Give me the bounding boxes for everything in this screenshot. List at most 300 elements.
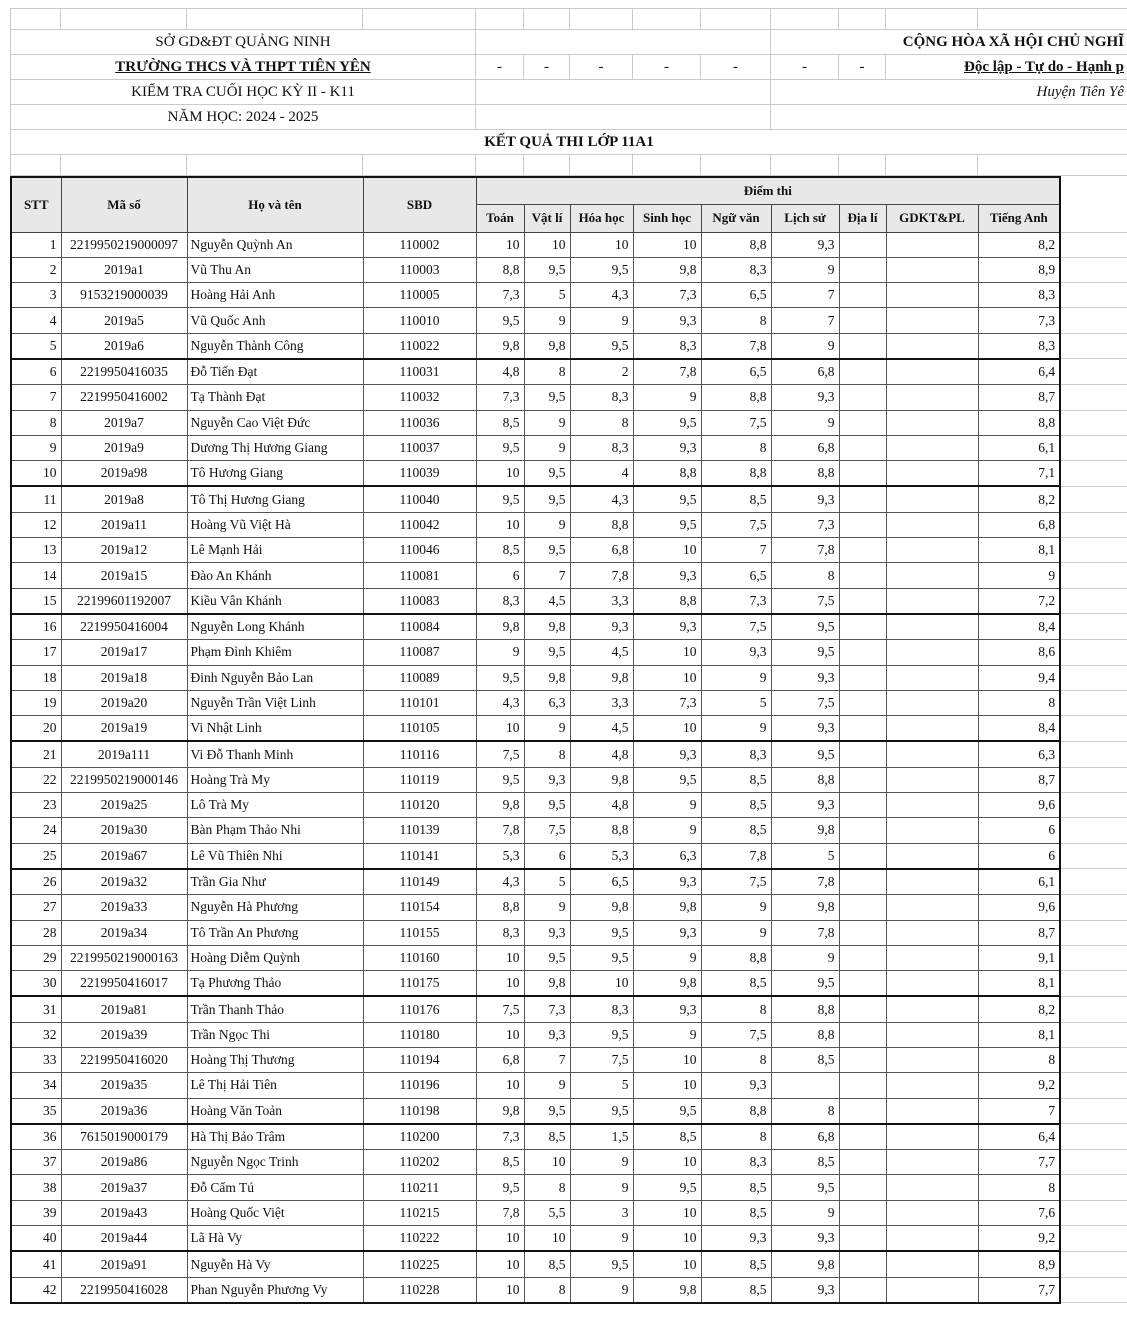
cell-ma-so[interactable]: 2019a15	[61, 563, 187, 588]
cell-score[interactable]: 8,8	[978, 410, 1060, 435]
cell-score[interactable]	[839, 385, 886, 410]
cell-score[interactable]: 4,3	[476, 869, 524, 895]
cell-score[interactable]: 8	[978, 690, 1060, 715]
cell-score[interactable]	[886, 614, 978, 640]
cell-score[interactable]: 9	[771, 410, 839, 435]
cell-score[interactable]: 8,3	[570, 996, 633, 1022]
cell-score[interactable]: 4,8	[476, 359, 524, 385]
cell-ho-ten[interactable]: Đào An Khánh	[187, 563, 363, 588]
cell-score[interactable]: 8,8	[701, 1098, 771, 1124]
cell-score[interactable]: 9,8	[633, 895, 701, 920]
cell-score[interactable]: 6,1	[978, 869, 1060, 895]
cell-score[interactable]	[839, 257, 886, 282]
cell-ho-ten[interactable]: Hoàng Diễm Quỳnh	[187, 945, 363, 970]
cell-ho-ten[interactable]: Bàn Phạm Thảo Nhi	[187, 818, 363, 843]
cell-empty[interactable]	[1060, 1200, 1127, 1225]
col-header-sbd[interactable]: SBD	[363, 177, 476, 232]
cell-empty[interactable]	[1060, 818, 1127, 843]
cell-score[interactable]	[886, 232, 978, 257]
col-header-subject[interactable]: Sinh học	[633, 204, 701, 232]
cell-score[interactable]: 9	[570, 1277, 633, 1303]
cell-score[interactable]: 10	[570, 971, 633, 997]
cell-score[interactable]	[839, 640, 886, 665]
cell-score[interactable]: 10	[633, 1073, 701, 1098]
cell-stt[interactable]: 28	[11, 920, 61, 945]
cell-score[interactable]: 9,8	[771, 895, 839, 920]
cell-score[interactable]: 7,5	[701, 1022, 771, 1047]
cell-stt[interactable]: 4	[11, 308, 61, 333]
cell-score[interactable]: 9	[633, 793, 701, 818]
cell-score[interactable]: 9,3	[771, 385, 839, 410]
cell-sbd[interactable]: 110039	[363, 461, 476, 487]
cell-score[interactable]: 9,5	[771, 971, 839, 997]
cell-score[interactable]	[886, 665, 978, 690]
cell-empty[interactable]	[1060, 1073, 1127, 1098]
cell-score[interactable]: 8,8	[570, 512, 633, 537]
dash-cell[interactable]: -	[476, 55, 524, 80]
cell-score[interactable]: 8,3	[476, 920, 524, 945]
cell-score[interactable]	[839, 1277, 886, 1303]
cell-ma-so[interactable]: 2019a32	[61, 869, 187, 895]
cell-score[interactable]: 7,5	[771, 588, 839, 614]
cell-ma-so[interactable]: 2019a11	[61, 512, 187, 537]
cell-score[interactable]	[886, 538, 978, 563]
cell-score[interactable]: 9,5	[476, 665, 524, 690]
location-line[interactable]: Huyện Tiên Yê	[771, 80, 1127, 105]
cell-score[interactable]: 10	[633, 232, 701, 257]
cell-score[interactable]: 7,8	[476, 818, 524, 843]
cell-stt[interactable]: 30	[11, 971, 61, 997]
cell-score[interactable]	[839, 843, 886, 869]
cell-score[interactable]: 7,5	[701, 512, 771, 537]
cell-score[interactable]: 10	[476, 971, 524, 997]
cell-score[interactable]: 8,5	[524, 1124, 570, 1150]
cell-sbd[interactable]: 110116	[363, 741, 476, 767]
cell-empty[interactable]	[1060, 690, 1127, 715]
cell-score[interactable]: 7,1	[978, 461, 1060, 487]
cell-score[interactable]: 6,4	[978, 359, 1060, 385]
cell-score[interactable]: 9	[570, 308, 633, 333]
cell-score[interactable]	[839, 588, 886, 614]
cell-score[interactable]	[886, 741, 978, 767]
cell-score[interactable]	[886, 843, 978, 869]
cell-stt[interactable]: 38	[11, 1175, 61, 1200]
cell-score[interactable]: 9,5	[524, 945, 570, 970]
cell-empty[interactable]	[1060, 1124, 1127, 1150]
cell-score[interactable]	[771, 1073, 839, 1098]
cell-score[interactable]: 8,3	[476, 588, 524, 614]
cell-score[interactable]	[839, 1073, 886, 1098]
cell-score[interactable]: 10	[476, 1277, 524, 1303]
cell-score[interactable]	[886, 945, 978, 970]
cell-score[interactable]: 8,5	[701, 818, 771, 843]
cell-score[interactable]: 6	[476, 563, 524, 588]
cell-empty[interactable]	[1060, 1226, 1127, 1252]
cell-score[interactable]: 9,3	[633, 920, 701, 945]
cell-score[interactable]	[839, 486, 886, 512]
cell-score[interactable]	[839, 665, 886, 690]
cell-score[interactable]: 9,5	[524, 640, 570, 665]
cell-score[interactable]: 4,5	[524, 588, 570, 614]
cell-ma-so[interactable]: 2019a30	[61, 818, 187, 843]
cell-sbd[interactable]: 110032	[363, 385, 476, 410]
cell-ho-ten[interactable]: Phan Nguyễn Phương Vy	[187, 1277, 363, 1303]
cell-empty[interactable]	[1060, 512, 1127, 537]
cell-sbd[interactable]: 110180	[363, 1022, 476, 1047]
cell-ho-ten[interactable]: Vũ Thu An	[187, 257, 363, 282]
cell-empty[interactable]	[1060, 895, 1127, 920]
cell-ho-ten[interactable]: Tạ Phương Thảo	[187, 971, 363, 997]
cell-score[interactable]: 6	[978, 843, 1060, 869]
cell-score[interactable]: 8	[771, 1098, 839, 1124]
cell-score[interactable]: 7,5	[476, 741, 524, 767]
cell-stt[interactable]: 35	[11, 1098, 61, 1124]
cell-score[interactable]: 8,8	[633, 461, 701, 487]
cell-score[interactable]	[886, 818, 978, 843]
cell-ho-ten[interactable]: Trần Gia Như	[187, 869, 363, 895]
cell-stt[interactable]: 17	[11, 640, 61, 665]
cell-score[interactable]: 8,1	[978, 1022, 1060, 1047]
cell-score[interactable]: 8,3	[978, 333, 1060, 359]
report-title[interactable]: KẾT QUẢ THI LỚP 11A1	[11, 130, 1127, 155]
cell-sbd[interactable]: 110198	[363, 1098, 476, 1124]
cell-score[interactable]: 7,8	[701, 333, 771, 359]
cell-score[interactable]: 9,5	[570, 945, 633, 970]
dash-cell[interactable]: -	[570, 55, 633, 80]
cell-ho-ten[interactable]: Nguyễn Trần Việt Linh	[187, 690, 363, 715]
cell-ho-ten[interactable]: Dương Thị Hương Giang	[187, 435, 363, 460]
cell-sbd[interactable]: 110081	[363, 563, 476, 588]
cell-score[interactable]	[839, 818, 886, 843]
cell-score[interactable]: 9,5	[570, 1098, 633, 1124]
cell-score[interactable]: 8,8	[701, 461, 771, 487]
cell-score[interactable]: 10	[476, 461, 524, 487]
cell-empty[interactable]	[1060, 435, 1127, 460]
cell-ma-so[interactable]: 2219950219000163	[61, 945, 187, 970]
cell-score[interactable]: 9,8	[570, 767, 633, 792]
cell-ho-ten[interactable]: Nguyễn Ngọc Trinh	[187, 1150, 363, 1175]
cell-score[interactable]: 9	[771, 1200, 839, 1225]
cell-score[interactable]	[839, 690, 886, 715]
cell-score[interactable]	[839, 283, 886, 308]
cell-score[interactable]: 8	[701, 308, 771, 333]
cell-score[interactable]	[839, 1150, 886, 1175]
cell-score[interactable]: 8	[524, 741, 570, 767]
cell-score[interactable]: 9,3	[771, 793, 839, 818]
cell-score[interactable]	[839, 1048, 886, 1073]
cell-score[interactable]: 7,7	[978, 1277, 1060, 1303]
cell-score[interactable]: 9,5	[570, 333, 633, 359]
cell-score[interactable]: 7,6	[978, 1200, 1060, 1225]
cell-score[interactable]	[886, 588, 978, 614]
cell-sbd[interactable]: 110154	[363, 895, 476, 920]
cell-sbd[interactable]: 110211	[363, 1175, 476, 1200]
cell-score[interactable]: 5	[570, 1073, 633, 1098]
cell-score[interactable]: 8	[978, 1175, 1060, 1200]
cell-score[interactable]: 7,5	[701, 614, 771, 640]
cell-stt[interactable]: 21	[11, 741, 61, 767]
cell-score[interactable]: 7,3	[524, 996, 570, 1022]
cell-stt[interactable]: 27	[11, 895, 61, 920]
cell-score[interactable]: 8,8	[633, 588, 701, 614]
cell-score[interactable]: 9,3	[633, 996, 701, 1022]
col-header-diem-thi[interactable]: Điểm thi	[476, 177, 1060, 204]
cell-score[interactable]	[886, 971, 978, 997]
cell-sbd[interactable]: 110101	[363, 690, 476, 715]
cell-score[interactable]: 5	[524, 869, 570, 895]
cell-score[interactable]: 9,8	[476, 793, 524, 818]
cell-sbd[interactable]: 110141	[363, 843, 476, 869]
cell-sbd[interactable]: 110155	[363, 920, 476, 945]
cell-score[interactable]: 9,3	[701, 1073, 771, 1098]
cell-sbd[interactable]: 110202	[363, 1150, 476, 1175]
cell-sbd[interactable]: 110002	[363, 232, 476, 257]
cell-score[interactable]: 6,3	[978, 741, 1060, 767]
cell-score[interactable]: 8	[771, 563, 839, 588]
cell-score[interactable]	[839, 971, 886, 997]
cell-score[interactable]: 7,5	[771, 690, 839, 715]
cell-score[interactable]	[886, 1150, 978, 1175]
cell-ma-so[interactable]: 2219950219000097	[61, 232, 187, 257]
cell-score[interactable]	[839, 1226, 886, 1252]
cell-stt[interactable]: 24	[11, 818, 61, 843]
cell-score[interactable]: 7,8	[771, 869, 839, 895]
cell-score[interactable]: 9,5	[476, 486, 524, 512]
cell-score[interactable]: 7,3	[633, 283, 701, 308]
cell-score[interactable]	[839, 461, 886, 487]
cell-score[interactable]: 10	[476, 1073, 524, 1098]
cell-stt[interactable]: 1	[11, 232, 61, 257]
cell-empty[interactable]	[1060, 920, 1127, 945]
cell-score[interactable]: 10	[524, 1150, 570, 1175]
cell-score[interactable]: 9,6	[978, 895, 1060, 920]
cell-score[interactable]	[886, 895, 978, 920]
cell-stt[interactable]: 16	[11, 614, 61, 640]
cell-score[interactable]: 9,8	[771, 1251, 839, 1277]
cell-ho-ten[interactable]: Hoàng Quốc Việt	[187, 1200, 363, 1225]
cell-empty[interactable]	[1060, 385, 1127, 410]
cell-score[interactable]: 8,8	[570, 818, 633, 843]
cell-score[interactable]: 9,3	[701, 1226, 771, 1252]
cell-score[interactable]: 7	[771, 308, 839, 333]
cell-score[interactable]: 9,3	[633, 435, 701, 460]
cell-score[interactable]: 9,3	[524, 920, 570, 945]
cell-ma-so[interactable]: 2019a81	[61, 996, 187, 1022]
cell-score[interactable]: 8	[701, 996, 771, 1022]
cell-score[interactable]: 9	[978, 563, 1060, 588]
col-header-ma-so[interactable]: Mã số	[61, 177, 187, 232]
cell-ho-ten[interactable]: Tạ Thành Đạt	[187, 385, 363, 410]
cell-score[interactable]	[886, 563, 978, 588]
cell-score[interactable]: 8	[524, 359, 570, 385]
cell-score[interactable]: 10	[633, 1048, 701, 1073]
cell-stt[interactable]: 3	[11, 283, 61, 308]
cell-empty[interactable]	[1060, 563, 1127, 588]
cell-score[interactable]: 10	[476, 716, 524, 742]
cell-ma-so[interactable]: 22199601192007	[61, 588, 187, 614]
cell-stt[interactable]: 20	[11, 716, 61, 742]
cell-empty[interactable]	[1060, 1022, 1127, 1047]
cell-score[interactable]: 9	[570, 1226, 633, 1252]
cell-ma-so[interactable]: 2019a25	[61, 793, 187, 818]
cell-score[interactable]: 8,1	[978, 538, 1060, 563]
cell-score[interactable]	[886, 1200, 978, 1225]
cell-score[interactable]: 8,5	[701, 1251, 771, 1277]
dash-cell[interactable]: -	[701, 55, 771, 80]
cell-stt[interactable]: 40	[11, 1226, 61, 1252]
cell-stt[interactable]: 39	[11, 1200, 61, 1225]
col-header-subject[interactable]: Ngữ văn	[701, 204, 771, 232]
cell-score[interactable]: 9,5	[570, 1022, 633, 1047]
cell-score[interactable]	[886, 461, 978, 487]
cell-ma-so[interactable]: 2019a18	[61, 665, 187, 690]
cell-score[interactable]	[839, 308, 886, 333]
cell-score[interactable]: 4,5	[570, 640, 633, 665]
cell-score[interactable]	[839, 767, 886, 792]
cell-ho-ten[interactable]: Nguyễn Cao Việt Đức	[187, 410, 363, 435]
cell-sbd[interactable]: 110120	[363, 793, 476, 818]
cell-score[interactable]: 8,5	[701, 767, 771, 792]
cell-score[interactable]: 9,5	[771, 741, 839, 767]
cell-stt[interactable]: 9	[11, 435, 61, 460]
cell-stt[interactable]: 15	[11, 588, 61, 614]
cell-score[interactable]	[886, 359, 978, 385]
cell-score[interactable]: 8,5	[476, 410, 524, 435]
cell-score[interactable]: 7	[771, 283, 839, 308]
cell-score[interactable]: 6,5	[701, 563, 771, 588]
cell-stt[interactable]: 2	[11, 257, 61, 282]
cell-score[interactable]	[839, 435, 886, 460]
cell-score[interactable]	[886, 1048, 978, 1073]
cell-score[interactable]: 6	[978, 818, 1060, 843]
cell-score[interactable]: 8,3	[701, 741, 771, 767]
cell-stt[interactable]: 12	[11, 512, 61, 537]
cell-score[interactable]: 9,5	[633, 1098, 701, 1124]
cell-score[interactable]: 9,8	[570, 895, 633, 920]
cell-sbd[interactable]: 110160	[363, 945, 476, 970]
cell-sbd[interactable]: 110225	[363, 1251, 476, 1277]
cell-empty[interactable]	[1060, 1048, 1127, 1073]
cell-score[interactable]	[886, 410, 978, 435]
cell-score[interactable]: 9	[524, 716, 570, 742]
cell-score[interactable]: 10	[524, 232, 570, 257]
cell-sbd[interactable]: 110175	[363, 971, 476, 997]
cell-score[interactable]: 8,5	[476, 538, 524, 563]
cell-score[interactable]: 10	[633, 1226, 701, 1252]
cell-ho-ten[interactable]: Lê Vũ Thiên Nhi	[187, 843, 363, 869]
cell-score[interactable]: 8,2	[978, 232, 1060, 257]
cell-ma-so[interactable]: 9153219000039	[61, 283, 187, 308]
cell-score[interactable]: 8,7	[978, 920, 1060, 945]
cell-score[interactable]: 9,8	[524, 333, 570, 359]
cell-score[interactable]: 9,3	[524, 767, 570, 792]
cell-score[interactable]: 7,8	[570, 563, 633, 588]
cell-empty[interactable]	[1060, 333, 1127, 359]
cell-ma-so[interactable]: 2019a5	[61, 308, 187, 333]
cell-score[interactable]: 9,5	[524, 538, 570, 563]
cell-score[interactable]: 8,3	[701, 257, 771, 282]
cell-score[interactable]: 9	[633, 818, 701, 843]
cell-score[interactable]: 9	[633, 945, 701, 970]
cell-stt[interactable]: 7	[11, 385, 61, 410]
cell-sbd[interactable]: 110022	[363, 333, 476, 359]
cell-score[interactable]	[839, 996, 886, 1022]
cell-stt[interactable]: 14	[11, 563, 61, 588]
cell-score[interactable]: 8,5	[701, 793, 771, 818]
cell-score[interactable]: 7,8	[771, 920, 839, 945]
cell-ho-ten[interactable]: Hoàng Hải Anh	[187, 283, 363, 308]
cell-ho-ten[interactable]: Lã Hà Vy	[187, 1226, 363, 1252]
cell-score[interactable]: 8,8	[701, 385, 771, 410]
cell-ho-ten[interactable]: Vũ Quốc Anh	[187, 308, 363, 333]
cell-empty[interactable]	[1060, 945, 1127, 970]
cell-score[interactable]: 9,8	[476, 333, 524, 359]
cell-empty[interactable]	[1060, 767, 1127, 792]
cell-score[interactable]: 9	[701, 920, 771, 945]
cell-empty[interactable]	[1060, 1150, 1127, 1175]
school-year[interactable]: NĂM HỌC: 2024 - 2025	[11, 105, 476, 130]
cell-empty[interactable]	[1060, 1277, 1127, 1303]
cell-score[interactable]	[886, 1098, 978, 1124]
cell-empty[interactable]	[1060, 741, 1127, 767]
cell-score[interactable]	[886, 716, 978, 742]
cell-ho-ten[interactable]: Nguyễn Long Khánh	[187, 614, 363, 640]
cell-stt[interactable]: 19	[11, 690, 61, 715]
cell-score[interactable]: 8,3	[633, 333, 701, 359]
cell-score[interactable]: 1,5	[570, 1124, 633, 1150]
cell-score[interactable]: 7,8	[633, 359, 701, 385]
cell-score[interactable]: 8,5	[771, 1150, 839, 1175]
cell-score[interactable]	[886, 869, 978, 895]
cell-score[interactable]	[839, 1251, 886, 1277]
cell-stt[interactable]: 37	[11, 1150, 61, 1175]
cell-score[interactable]	[839, 1022, 886, 1047]
cell-score[interactable]	[886, 308, 978, 333]
cell-score[interactable]: 7,3	[476, 1124, 524, 1150]
cell-score[interactable]: 4	[570, 461, 633, 487]
cell-score[interactable]: 6,5	[570, 869, 633, 895]
cell-ma-so[interactable]: 7615019000179	[61, 1124, 187, 1150]
cell-ho-ten[interactable]: Hoàng Thị Thương	[187, 1048, 363, 1073]
cell-score[interactable]: 9,3	[633, 741, 701, 767]
cell-stt[interactable]: 29	[11, 945, 61, 970]
cell-score[interactable]: 9	[771, 333, 839, 359]
cell-score[interactable]: 7,2	[978, 588, 1060, 614]
cell-score[interactable]	[886, 512, 978, 537]
cell-ho-ten[interactable]: Tô Trần An Phương	[187, 920, 363, 945]
cell-score[interactable]: 8,3	[701, 1150, 771, 1175]
cell-empty[interactable]	[1060, 996, 1127, 1022]
cell-ma-so[interactable]: 2019a36	[61, 1098, 187, 1124]
cell-score[interactable]	[886, 767, 978, 792]
cell-score[interactable]: 9,5	[524, 257, 570, 282]
cell-score[interactable]	[839, 359, 886, 385]
cell-score[interactable]	[839, 232, 886, 257]
cell-sbd[interactable]: 110139	[363, 818, 476, 843]
cell-score[interactable]: 3,3	[570, 690, 633, 715]
cell-score[interactable]	[886, 1124, 978, 1150]
cell-ho-ten[interactable]: Đinh Nguyễn Bảo Lan	[187, 665, 363, 690]
cell-score[interactable]: 5,5	[524, 1200, 570, 1225]
cell-score[interactable]: 7,8	[701, 843, 771, 869]
col-header-stt[interactable]: STT	[11, 177, 61, 232]
cell-ho-ten[interactable]: Nguyễn Hà Vy	[187, 1251, 363, 1277]
cell-score[interactable]: 9,3	[633, 563, 701, 588]
cell-sbd[interactable]: 110083	[363, 588, 476, 614]
cell-sbd[interactable]: 110228	[363, 1277, 476, 1303]
cell-score[interactable]: 3	[570, 1200, 633, 1225]
cell-score[interactable]: 8	[524, 1175, 570, 1200]
